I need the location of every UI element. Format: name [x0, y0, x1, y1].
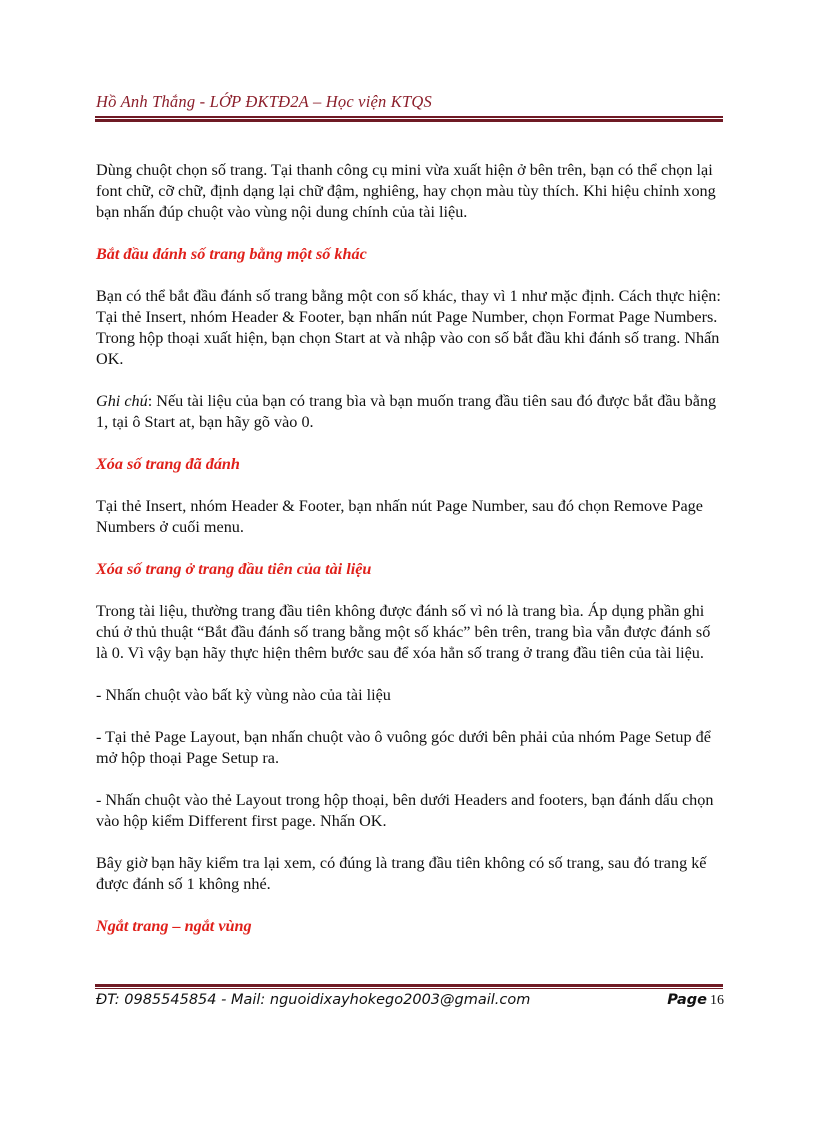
step-click-document: - Nhấn chuột vào bất kỳ vùng nào của tài liệu [96, 686, 391, 704]
section-heading-page-break: Ngắt trang – ngắt vùng [96, 917, 252, 935]
footer-page [667, 992, 724, 1009]
paragraph-check-result: Bây giờ bạn hãy kiểm tra lại xem, có đúng là trang đầu tiên không có số trang, sau đó trang kế được đánh số 1 không nhé. [96, 854, 707, 893]
page-header: Hồ Anh Thắng - LỚP ĐKTĐ2A – Học viện KTQS [96, 92, 432, 111]
header-rule [95, 116, 723, 118]
step-page-layout: - Tại thẻ Page Layout, bạn nhấn chuột vào ô vuông góc dưới bên phải của nhóm Page Setup để mở hộp thoại Page Setup ra. [96, 728, 711, 767]
footer-rule-thick [95, 984, 723, 987]
section-heading-start-number: Bắt đầu đánh số trang bằng một số khác [96, 245, 367, 263]
paragraph-start-number: Bạn có thể bắt đầu đánh số trang bằng một con số khác, thay vì 1 như mặc định. Cách thực hiện: Tại thẻ Insert, nhóm Header & Footer, bạn nhấn nút Page Number, chọn Format Page Numbers. Trong hộp thoại xuất hiện, bạn chọn Start at và nhập vào con số bắt đầu khi đánh số trang. Nhấn OK. [96, 287, 721, 368]
note-label: Ghi chú [96, 392, 148, 410]
step-layout-tab: - Nhấn chuột vào thẻ Layout trong hộp thoại, bên dưới Headers and footers, bạn đánh dấu chọn vào hộp kiểm Different first page. Nhấn OK. [96, 791, 714, 830]
footer-contact: ĐT: 0985545854 - Mail: nguoidixayhokego2003@gmail.com [96, 992, 531, 1008]
page-footer [96, 992, 724, 1014]
header-rule-thick [95, 119, 723, 122]
document-body [96, 160, 726, 958]
paragraph-remove-numbers: Tại thẻ Insert, nhóm Header & Footer, bạn nhấn nút Page Number, sau đó chọn Remove Page Numbers ở cuối menu. [96, 497, 703, 536]
section-heading-first-page: Xóa số trang ở trang đầu tiên của tài liệu [96, 560, 372, 578]
paragraph-note [96, 391, 726, 433]
note-text: : Nếu tài liệu của bạn có trang bìa và bạn muốn trang đầu tiên sau đó được bắt đầu bằng 1, tại ô Start at, bạn hãy gõ vào 0. [96, 392, 717, 431]
paragraph-mini-toolbar: Dùng chuột chọn số trang. Tại thanh công cụ mini vừa xuất hiện ở bên trên, bạn có thể chọn lại font chữ, cỡ chữ, định dạng lại chữ đậm, nghiêng, hay chọn màu tùy thích. Khi hiệu chỉnh xong bạn nhấn đúp chuột vào vùng nội dung chính của tài liệu. [96, 161, 716, 221]
footer-rule [95, 988, 723, 989]
section-heading-remove-numbers: Xóa số trang đã đánh [96, 455, 240, 473]
page-number: 16 [710, 993, 724, 1008]
page-label: Page [667, 992, 707, 1008]
paragraph-first-page: Trong tài liệu, thường trang đầu tiên không được đánh số vì nó là trang bìa. Áp dụng phần ghi chú ở thủ thuật “Bắt đầu đánh số trang bằng một số khác” bên trên, trang bìa vẫn được đánh số là 0. Vì vậy bạn hãy thực hiện thêm bước sau để xóa hẳn số trang ở trang đầu tiên của tài liệu. [96, 602, 711, 662]
